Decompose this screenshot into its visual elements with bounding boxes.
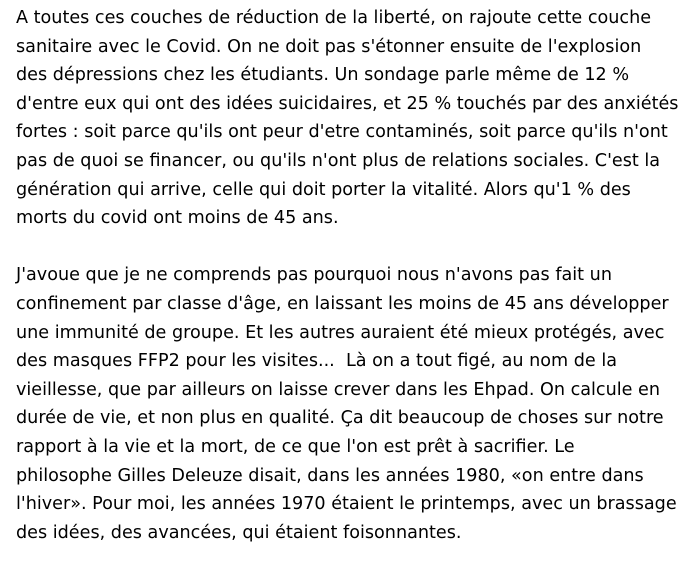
text-line: pas de quoi se financer, ou qu'ils n'ont plus de relations sociales. C'est la xyxy=(16,150,661,171)
text-line: sanitaire avec le Covid. On ne doit pas s'étonner ensuite de l'explosion xyxy=(16,36,642,57)
text-line: d'entre eux qui ont des idées suicidaires, et 25 % touchés par des anxiétés xyxy=(16,93,679,114)
text-line: des masques FFP2 pour les visites... Là on a tout figé, au nom de la xyxy=(16,351,618,372)
text-line: des dépressions chez les étudiants. Un sondage parle même de 12 % xyxy=(16,65,630,86)
paragraph-1 xyxy=(16,4,686,233)
text-line: durée de vie, et non plus en qualité. Ça dit beaucoup de choses sur notre xyxy=(16,408,664,429)
paragraph-2 xyxy=(16,261,686,547)
text-line: philosophe Gilles Deleuze disait, dans les années 1980, «on entre dans xyxy=(16,465,644,486)
text-line: A toutes ces couches de réduction de la liberté, on rajoute cette couche xyxy=(16,8,652,28)
text-line: génération qui arrive, celle qui doit porter la vitalité. Alors qu'1 % des xyxy=(16,179,631,200)
text-line: J'avoue que je ne comprends pas pourquoi nous n'avons pas fait un xyxy=(16,265,612,286)
text-line: fortes : soit parce qu'ils ont peur d'etre contaminés, soit parce qu'ils n'ont xyxy=(16,122,668,143)
text-line: vieillesse, que par ailleurs on laisse crever dans les Ehpad. On calcule en xyxy=(16,379,661,400)
text-line: rapport à la vie et la mort, de ce que l'on est prêt à sacrifier. Le xyxy=(16,436,575,457)
text-line: des idées, des avancées, qui étaient foisonnantes. xyxy=(16,522,462,543)
article-body xyxy=(16,4,686,547)
text-line: morts du covid ont moins de 45 ans. xyxy=(16,208,339,229)
text-line: l'hiver». Pour moi, les années 1970 étaient le printemps, avec un brassage xyxy=(16,494,677,515)
text-line: une immunité de groupe. Et les autres auraient été mieux protégés, avec xyxy=(16,322,665,343)
text-line: confinement par classe d'âge, en laissant les moins de 45 ans développer xyxy=(16,293,669,314)
